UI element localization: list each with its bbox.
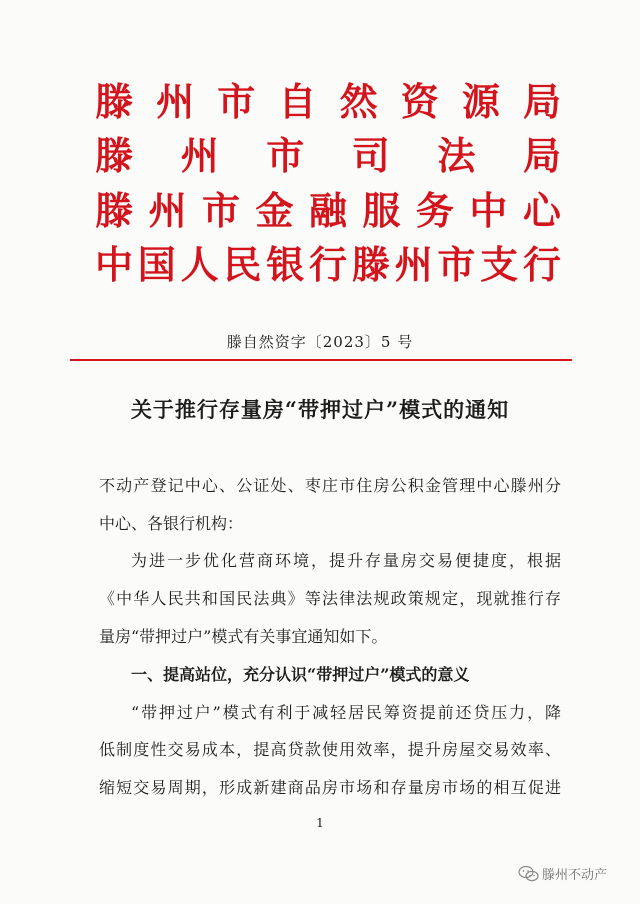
issuer-char: 务 xyxy=(415,188,454,233)
issuer-name xyxy=(95,189,561,233)
issuer-char: 市 xyxy=(266,133,305,178)
watermark-text: 滕州不动产 xyxy=(542,868,608,883)
issuer-char: 州 xyxy=(394,242,433,287)
issuer-char: 滕 xyxy=(95,133,134,178)
issuer-char: 服 xyxy=(362,188,401,233)
body-line: 低制度性交易成本，提高贷款使用效率，提升房屋交易效率、 xyxy=(99,740,561,759)
issuer-line-2 xyxy=(95,134,561,178)
intro-line: 量房“带押过户”模式有关事宜通知如下。 xyxy=(99,627,388,646)
issuer-char: 民 xyxy=(223,242,262,287)
wechat-watermark xyxy=(518,864,607,883)
issuer-char: 滕 xyxy=(351,242,390,287)
issuer-char: 司 xyxy=(351,133,390,178)
issuer-char: 中 xyxy=(469,188,508,233)
wechat-icon xyxy=(518,865,540,883)
body-line: 缩短交易周期，形成新建商品房市场和存量房市场的相互促进 xyxy=(99,778,561,797)
issuer-char: 市 xyxy=(217,79,256,124)
issuer-char: 滕 xyxy=(95,188,134,233)
red-divider xyxy=(70,359,572,361)
issuer-line-1 xyxy=(95,80,561,124)
issuer-char: 法 xyxy=(437,133,476,178)
issuer-char: 自 xyxy=(278,79,317,124)
issuer-char: 局 xyxy=(522,79,561,124)
document-title: 关于推行存量房“带押过户”模式的通知 xyxy=(130,397,510,422)
issuer-name xyxy=(95,134,561,178)
issuer-char: 资 xyxy=(400,79,439,124)
issuer-char: 金 xyxy=(255,188,294,233)
body-line: “带押过户”模式有利于减轻居民筹资提前还贷压力，降 xyxy=(131,703,561,722)
recipients-line: 中心、各银行机构： xyxy=(99,514,244,533)
intro-line: 为进一步优化营商环境，提升存量房交易便捷度，根据 xyxy=(131,551,561,570)
issuer-name xyxy=(95,243,561,287)
issuer-char: 银 xyxy=(266,242,305,287)
issuer-char: 局 xyxy=(522,133,561,178)
issuer-char: 市 xyxy=(201,188,240,233)
issuer-char: 州 xyxy=(148,188,187,233)
issuer-char: 州 xyxy=(156,79,195,124)
issuer-char: 支 xyxy=(480,242,519,287)
page-number: 1 xyxy=(316,816,324,830)
section-heading: 一、提高站位，充分认识“带押过户”模式的意义 xyxy=(131,665,470,684)
issuer-char: 州 xyxy=(180,133,219,178)
intro-line: 《中华人民共和国民法典》等法律法规政策规定，现就推行存 xyxy=(99,589,561,608)
issuer-char: 行 xyxy=(522,242,561,287)
issuer-char: 源 xyxy=(461,79,500,124)
issuer-line-3 xyxy=(95,189,561,233)
issuer-name xyxy=(95,80,561,124)
issuer-char: 滕 xyxy=(95,79,134,124)
issuer-line-4 xyxy=(95,243,561,287)
issuer-char: 心 xyxy=(522,188,561,233)
issuer-char: 然 xyxy=(339,79,378,124)
document-number: 滕自然资字〔2023〕5 号 xyxy=(226,333,414,351)
issuer-char: 中 xyxy=(95,242,134,287)
issuer-char: 市 xyxy=(437,242,476,287)
issuer-char: 人 xyxy=(180,242,219,287)
recipients-line: 不动产登记中心、公证处、枣庄市住房公积金管理中心滕州分 xyxy=(99,476,561,495)
issuer-char: 融 xyxy=(308,188,347,233)
issuer-char: 行 xyxy=(308,242,347,287)
issuer-char: 国 xyxy=(137,242,176,287)
